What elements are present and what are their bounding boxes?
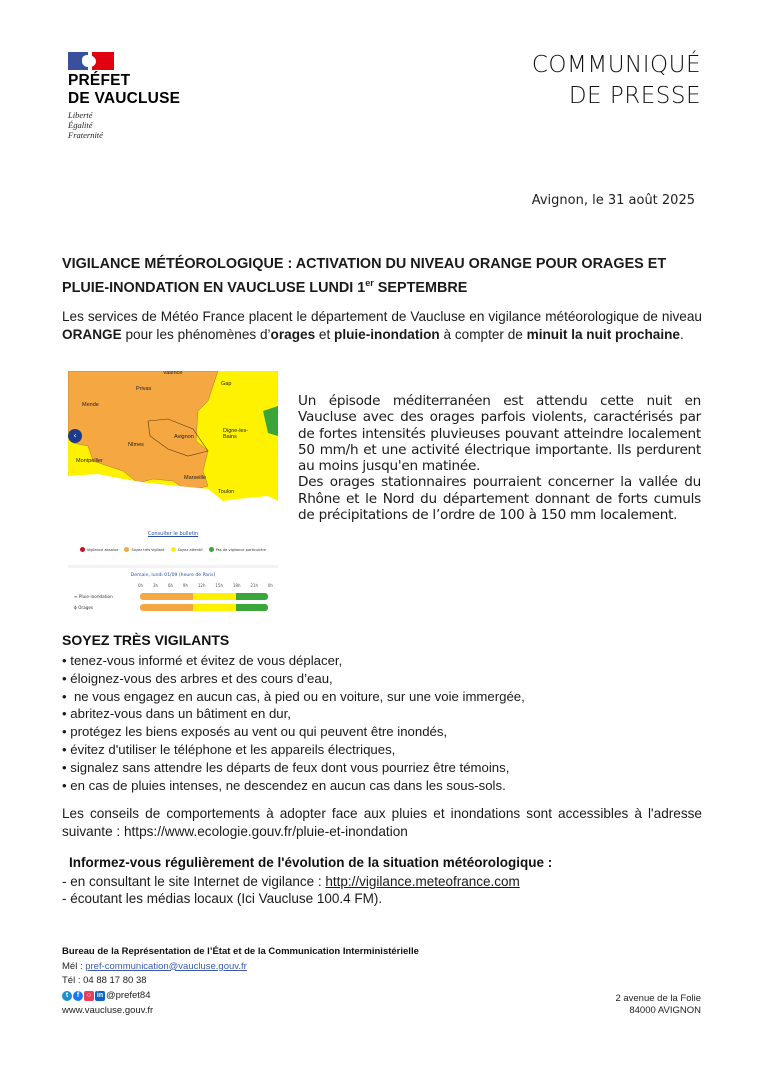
chevron-left-icon: ‹ — [73, 431, 77, 440]
doc-type-line-2: DE PRESSE — [568, 83, 701, 109]
timeline-segment-yellow — [193, 593, 236, 600]
row-label: Pluie-inondation — [78, 594, 113, 599]
city-label: Nîmes — [128, 442, 144, 448]
hour-tick: 6h — [167, 583, 174, 588]
timeline-row-orages — [68, 604, 278, 612]
intro-text: pour les phénomènes d’ — [121, 327, 271, 342]
inform-title: Informez-vous régulièrement de l'évolution de la situation météorologique : — [69, 855, 553, 870]
list-item: • protégez les biens exposés au vent ou qui peuvent être inondés, — [62, 723, 525, 741]
legend-label: Vigilance absolue — [86, 547, 119, 552]
vigilance-title: SOYEZ TRÈS VIGILANTS — [62, 632, 230, 648]
hour-tick: 18h — [232, 583, 241, 588]
description-paragraph-2: Des orages stationnaires pourraient concerner la vallée du Rhône et le Nord du département donnant de forts cumuls de précipitations de l’ordre de 100 à 150 mm localement. — [298, 474, 701, 524]
website-link[interactable]: www.vaucluse.gouv.fr — [62, 1004, 154, 1016]
inform-item-website — [62, 873, 520, 890]
map-city-labels — [68, 371, 278, 526]
headline — [62, 255, 710, 298]
city-label: Avignon — [174, 434, 194, 440]
mail-link[interactable]: pref-communication@vaucluse.gouv.fr — [85, 960, 247, 972]
headline-text-end: SEPTEMBRE — [373, 279, 468, 296]
address-line-2: 84000 AVIGNON — [629, 1004, 701, 1016]
description-paragraph-1: Un épisode méditerranéen est attendu cette nuit en Vaucluse avec des orages parfois violents, caractérisés par de fortes intensités pluvieuses pouvant atteindre localement 50 mm/h et une activité électrique importante. Ils perdurent au moins jusqu'en matinée. — [298, 393, 701, 475]
hour-tick: 21h — [250, 583, 258, 588]
legend-item — [209, 547, 267, 552]
legend-dot-green — [209, 547, 214, 552]
intro-text: . — [679, 327, 684, 342]
legend-label: Pas de vigilance particulière — [215, 547, 267, 552]
inform-item-radio: - écoutant les médias locaux (Ici Vaucluse 100.4 FM). — [62, 891, 383, 906]
hour-tick: 15h — [215, 583, 223, 588]
list-item: • signalez sans attendre les départs de feux dont vous pourriez être témoins, — [62, 759, 525, 777]
headline-text: VIGILANCE MÉTÉOROLOGIQUE : ACTIVATION DU NIVEAU ORANGE POUR ORAGES ET PLUIE-INONDATION EN VAUCLUSE LUNDI 1 — [62, 256, 667, 296]
list-item: • tenez-vous informé et évitez de vous déplacer, — [62, 652, 525, 670]
hour-tick: 0h — [138, 583, 144, 588]
vigilance-map — [68, 371, 278, 526]
intro-bold-orages: orages — [270, 327, 316, 342]
vigilance-map-widget — [68, 371, 278, 626]
footer-mail — [62, 960, 419, 975]
conseils-paragraph: Les conseils de comportements à adopter face aux pluies et inondations sont accessibles à l'adresse suivante : https://www.ecologie.gouv.fr/pluie-et-inondation — [62, 806, 702, 839]
city-label: Montpellier — [76, 458, 103, 464]
episode-description — [298, 393, 701, 523]
intro-text: à compter de — [439, 327, 527, 342]
list-item: • en cas de pluies intenses, ne descendez en aucun cas dans les sous-sols. — [62, 777, 525, 795]
motto-liberte: Liberté — [68, 110, 93, 120]
intro-paragraph — [62, 308, 702, 344]
timeline-bar — [140, 593, 268, 600]
prefecture-line-2: DE VAUCLUSE — [68, 90, 181, 107]
hour-tick: 0h — [267, 583, 273, 588]
prefecture-name — [68, 72, 180, 108]
timeline-segment-green — [236, 593, 268, 600]
legend-label: Soyez très vigilant — [131, 547, 165, 552]
intro-bold-pluie: pluie-inondation — [334, 327, 440, 342]
inform-text: - en consultant le site Internet de vigilance : — [62, 874, 326, 889]
hour-tick: 12h — [197, 583, 206, 588]
legend-dot-orange — [124, 547, 129, 552]
row-label: Orages — [78, 605, 94, 610]
legend-dot-red — [80, 547, 85, 552]
timeline-row-pluie — [68, 593, 278, 601]
rain-flood-icon: ≈ — [74, 594, 78, 599]
motto-fraternite: Fraternité — [68, 130, 103, 140]
timeline-title: Demain, lundi 01/09 (heure de Paris) — [130, 573, 216, 578]
city-label: Gap — [221, 381, 232, 387]
intro-bold-level: ORANGE — [62, 327, 122, 342]
legend-item — [124, 547, 164, 552]
timeline-bar — [140, 604, 268, 611]
list-item: • éloignez-vous des arbres et des cours d’eau, — [62, 670, 525, 688]
list-item: • évitez d'utiliser le téléphone et les appareils électriques, — [62, 741, 525, 759]
map-prev-button[interactable] — [68, 429, 82, 443]
linkedin-icon[interactable]: in — [95, 991, 105, 1001]
hour-tick: 3h — [152, 583, 159, 588]
facebook-icon[interactable]: f — [73, 991, 83, 1001]
mail-label: Mél : — [62, 960, 86, 972]
rain-flood-icon-label — [74, 594, 113, 599]
bureau-name: Bureau de la Représentation de l’État et de la Communication Interministérielle — [62, 946, 419, 957]
hour-tick: 9h — [182, 583, 188, 588]
timeline-hours — [138, 583, 273, 588]
headline-superscript: er — [365, 278, 374, 288]
twitter-icon[interactable]: t — [62, 991, 72, 1001]
vigilance-list — [62, 652, 525, 794]
prefecture-address — [615, 993, 701, 1016]
city-label: Toulon — [218, 489, 235, 495]
legend-dot-yellow — [171, 547, 176, 552]
footer-phone: Tél : 04 88 17 80 38 — [62, 975, 147, 987]
consult-bulletin-link[interactable]: Consulter le bulletin — [147, 531, 199, 537]
intro-bold-time: minuit la nuit prochaine — [526, 327, 680, 342]
intro-text: et — [315, 327, 335, 342]
legend-item — [80, 547, 119, 552]
storm-icon: ϕ — [74, 605, 77, 610]
city-label: Marseille — [184, 475, 207, 481]
city-label: Mende — [82, 402, 99, 408]
timeline-segment-yellow — [193, 604, 236, 611]
list-item: • abritez-vous dans un bâtiment en dur, — [62, 705, 525, 723]
legend-item — [171, 547, 203, 552]
list-item: • ne vous engagez en aucun cas, à pied ou en voiture, sur une voie immergée, — [62, 688, 525, 706]
vigilance-link[interactable]: http://vigilance.meteofrance.com — [325, 874, 520, 889]
prefecture-line-1: PRÉFET — [68, 72, 131, 89]
timeline-segment-green — [236, 604, 268, 611]
address-line-1: 2 avenue de la Folie — [615, 993, 701, 1004]
document-type — [532, 50, 701, 112]
timeline-segment-orange — [140, 593, 193, 600]
social-links — [62, 989, 419, 1004]
widget-divider — [68, 565, 278, 568]
marianne-logo — [68, 52, 114, 70]
footer-contact — [62, 945, 419, 1019]
legend-label: Soyez attentif — [177, 547, 203, 552]
storm-icon-label — [74, 605, 93, 610]
document-date: Avignon, le 31 août 2025 — [531, 193, 695, 208]
city-label: Privas — [136, 386, 152, 392]
motto-egalite: Égalité — [68, 120, 93, 130]
doc-type-line-1: COMMUNIQUÉ — [531, 52, 701, 78]
timeline-segment-orange — [140, 604, 193, 611]
city-label: Digne-les-Bains — [223, 428, 249, 440]
instagram-icon[interactable]: ○ — [84, 991, 94, 1001]
inform-list — [62, 873, 520, 907]
city-label: Valence — [163, 371, 183, 376]
intro-text: Les services de Météo France placent le département de Vaucluse en vigilance météorologique de niveau — [62, 309, 702, 324]
social-handle: @prefet84 — [106, 990, 151, 1002]
vigilance-legend — [68, 547, 278, 552]
republic-motto — [68, 110, 103, 140]
